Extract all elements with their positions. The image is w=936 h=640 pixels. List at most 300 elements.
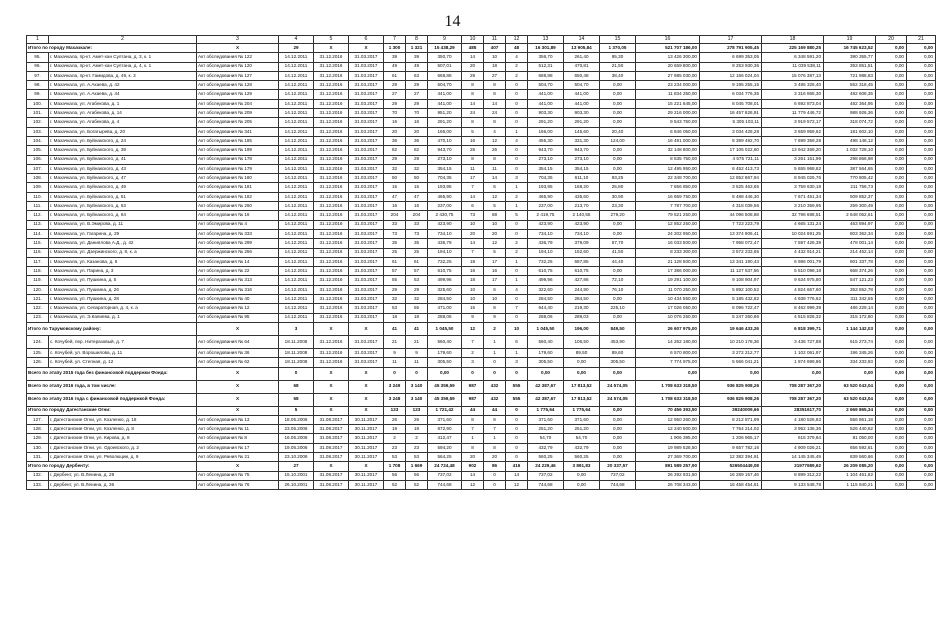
act-cell: Акт обследования № 179 — [197, 164, 279, 173]
address-cell: г. Дагестанские Огни, ул. Кирова, д. 8 — [49, 434, 197, 443]
table-cell: 31.03.2017 — [349, 248, 384, 257]
table-cell: 273,10 — [564, 155, 600, 164]
table-row — [27, 62, 936, 71]
table-cell: 1 906 395,00 — [636, 434, 700, 443]
table-row — [27, 257, 936, 266]
header-cell: 17 — [700, 36, 762, 44]
table-cell: 0,00 — [876, 211, 907, 220]
table-cell: 179,60 — [428, 348, 462, 357]
table-cell: 432 — [484, 380, 506, 393]
address-cell: г. Дагестанские Огни, ул. Козленко, д. 18 — [49, 415, 197, 424]
table-cell: 23 — [384, 443, 406, 452]
address-cell: с. Кочубей, ул. Степная, д. 12 — [49, 358, 197, 367]
table-cell: 0,00 — [907, 276, 936, 285]
table-cell: 0 — [506, 415, 528, 424]
table-cell: 509 852,37 — [824, 192, 876, 201]
table-cell: 31.03.2017 — [349, 90, 384, 99]
table-cell: 47 — [384, 192, 406, 201]
table-cell: 14 — [462, 239, 484, 248]
table-cell: 49 — [406, 62, 428, 71]
table-cell: 168,20 — [564, 183, 600, 192]
table-cell: 4 — [484, 127, 506, 136]
table-cell: 441,00 — [564, 99, 600, 108]
table-cell: 0 — [279, 367, 314, 380]
table-cell: 987 — [462, 393, 484, 406]
table-cell: 8 399 492,70 — [700, 136, 762, 145]
table-cell: X — [314, 393, 349, 406]
table-cell: 499,96 — [528, 276, 564, 285]
table-cell: 15 221 645,00 — [636, 99, 700, 108]
table-cell: 744,68 — [528, 480, 564, 489]
table-cell: 943,70 — [564, 146, 600, 155]
table-cell: 16 — [384, 118, 406, 127]
table-cell: 44 — [484, 406, 506, 415]
table-cell: 988 926,36 — [824, 109, 876, 118]
table-cell: 29 — [406, 81, 428, 90]
table-cell: 0 — [506, 406, 528, 415]
table-cell: 14 — [506, 471, 528, 480]
table-cell: 23 — [406, 443, 428, 452]
table-cell: 1 — [484, 335, 506, 348]
table-cell: 465,90 — [428, 192, 462, 201]
table-cell: 7 656 850,00 — [636, 183, 700, 192]
table-cell: 7 — [462, 425, 484, 434]
table-cell: 122. — [27, 304, 49, 313]
table-cell: 10 — [462, 220, 484, 229]
table-cell: 0,00 — [876, 99, 907, 108]
table-cell: 0,00 — [600, 146, 636, 155]
table-cell: 261,40 — [564, 53, 600, 62]
table-cell: 16.05.2006 — [279, 434, 314, 443]
table-cell: 0 — [484, 358, 506, 367]
table-cell: 13 341 190,43 — [700, 257, 762, 266]
table-cell: 24 574,05 — [600, 393, 636, 406]
header-cell: 4 — [279, 36, 314, 44]
table-cell: 31.08.2017 — [314, 434, 349, 443]
address-cell: г. Махачкала, ул. А.Акаева, д. 42 — [49, 81, 197, 90]
table-cell: 0,00 — [907, 358, 936, 367]
table-cell: 31.03.2017 — [349, 109, 384, 118]
table-cell: 3 140 — [406, 380, 428, 393]
table-cell: 31.12.2016 — [314, 295, 349, 304]
table-cell: 10 076 250,00 — [636, 313, 700, 322]
table-cell: 14.12.2011 — [279, 164, 314, 173]
table-cell: 194,10 — [528, 248, 564, 257]
table-cell: 732,25 — [428, 257, 462, 266]
table-cell: 81 050,00 — [824, 434, 876, 443]
table-cell: 560,40 — [428, 335, 462, 348]
table-cell: 0,00 — [876, 434, 907, 443]
header-cell: 21 — [907, 36, 936, 44]
table-cell: 126. — [27, 358, 49, 367]
table-cell: 0,00 — [600, 220, 636, 229]
table-cell: 12 — [462, 480, 484, 489]
table-cell: 3 — [506, 358, 528, 367]
table-cell: 0,00 — [876, 367, 907, 380]
table-cell: 31.12.2016 — [314, 99, 349, 108]
table-cell: 0,00 — [907, 109, 936, 118]
table-cell: 0,00 — [876, 380, 907, 393]
table-row — [27, 109, 936, 118]
act-cell: Акт обследования № 256 — [197, 248, 279, 257]
act-cell: Акт обследования № 76 — [197, 480, 279, 489]
act-cell: Акт обследования № 36 — [197, 348, 279, 357]
table-cell: 0,00 — [876, 393, 907, 406]
table-cell: 2 — [462, 348, 484, 357]
table-cell: 499,96 — [428, 276, 462, 285]
table-cell: 14.12.2011 — [279, 183, 314, 192]
table-cell: 371,60 — [564, 415, 600, 424]
table-cell: 9 195 255,15 — [700, 81, 762, 90]
table-cell: 44 — [462, 406, 484, 415]
subtotal-row — [27, 44, 936, 53]
table-cell: 305,50 — [428, 358, 462, 367]
table-cell: 31.03.2017 — [349, 220, 384, 229]
table-cell: 133. — [27, 480, 49, 489]
table-cell: 31.03.2017 — [349, 295, 384, 304]
table-cell: 0,00 — [876, 304, 907, 313]
table-cell: 427,86 — [564, 276, 600, 285]
table-cell: 0,00 — [876, 90, 907, 99]
table-row — [27, 348, 936, 357]
table-cell: 4 180 526,83 — [762, 415, 824, 424]
table-cell: 552 318,45 — [824, 81, 876, 90]
table-row — [27, 434, 936, 443]
table-cell: 96. — [27, 62, 49, 71]
table-cell: 8 — [484, 81, 506, 90]
table-cell: 11 039 538,11 — [762, 62, 824, 71]
table-cell: 32 — [384, 164, 406, 173]
table-cell: 3 525 463,65 — [700, 183, 762, 192]
table-cell: 2 419,75 — [528, 211, 564, 220]
table-cell: 0 — [484, 367, 506, 380]
table-cell: 0,00 — [876, 183, 907, 192]
address-cell: г. Махачкала, ул. Пушкина, д. 26 — [49, 285, 197, 294]
address-cell: г. Махачкала, ул. А.Акаева, д. 44 — [49, 90, 197, 99]
table-cell: 32 — [406, 164, 428, 173]
table-cell: 44,40 — [600, 257, 636, 266]
table-cell: 615 379,84 — [762, 434, 824, 443]
table-cell: 7 671 451,34 — [762, 192, 824, 201]
table-cell: 0 — [506, 452, 528, 461]
table-cell: 26 292 931,50 — [636, 471, 700, 480]
act-cell: Акт обследования № 122 — [197, 53, 279, 62]
table-cell: 305,50 — [528, 358, 564, 367]
table-cell: 1 775,64 — [564, 406, 600, 415]
table-cell: 849,50 — [600, 322, 636, 335]
table-cell: 14.12.2011 — [279, 118, 314, 127]
table-cell: 29 — [462, 71, 484, 80]
table-cell: 353 851,51 — [824, 62, 876, 71]
table-row — [27, 285, 936, 294]
table-cell: 6 570 800,00 — [636, 348, 700, 357]
table-cell: 5 566 041,21 — [700, 358, 762, 367]
table-cell: 70 456 393,50 — [636, 406, 700, 415]
table-cell: 0 — [506, 99, 528, 108]
table-cell: 95. — [27, 53, 49, 62]
table-cell: 31.03.2017 — [349, 239, 384, 248]
table-cell: 2 648 052,61 — [824, 211, 876, 220]
table-cell: 3 572 233,65 — [700, 248, 762, 257]
table-cell: 31977689,62 — [762, 462, 824, 471]
table-cell: 4 — [506, 285, 528, 294]
table-cell: 6 348 591,20 — [762, 53, 824, 62]
table-cell: 3 249 — [384, 380, 406, 393]
header-cell: 12 — [506, 36, 528, 44]
table-cell: 57 — [406, 267, 428, 276]
table-cell: 47 — [406, 192, 428, 201]
table-cell: 10 210 178,36 — [700, 335, 762, 348]
table-cell: 19 — [384, 425, 406, 434]
table-cell: 3 140 — [406, 393, 428, 406]
table-cell: 31.12.2016 — [314, 276, 349, 285]
table-cell: 0 — [506, 118, 528, 127]
table-cell: 322,60 — [528, 285, 564, 294]
table-cell: 0,00 — [907, 183, 936, 192]
table-cell: 1 — [506, 257, 528, 266]
table-cell: 0 — [506, 109, 528, 118]
table-cell: 18.05.2006 — [279, 415, 314, 424]
table-cell: 279,20 — [600, 211, 636, 220]
table-cell: 14 — [462, 471, 484, 480]
table-cell: 14.12.2011 — [279, 90, 314, 99]
table-cell: X — [197, 44, 279, 53]
table-row — [27, 295, 936, 304]
header-cell: 2 — [49, 36, 197, 44]
table-cell: 31.12.2016 — [314, 248, 349, 257]
table-cell: 9 — [484, 313, 506, 322]
header-cell: 8 — [406, 36, 428, 44]
table-cell: 650,48 — [564, 71, 600, 80]
table-cell: 14.12.2011 — [279, 248, 314, 257]
table-cell: 127. — [27, 415, 49, 424]
table-cell: 1 045,50 — [428, 322, 462, 335]
table-cell: 14.12.2011 — [279, 81, 314, 90]
table-cell: 0 — [506, 81, 528, 90]
address-cell: г. Дагестанские Огни, ул. Одоевского, д. 2 — [49, 443, 197, 452]
table-cell: 5 305 103,11 — [700, 118, 762, 127]
table-cell: 0,00 — [907, 452, 936, 461]
table-cell: 0,00 — [907, 53, 936, 62]
table-cell: 0,00 — [600, 295, 636, 304]
table-cell: 33 — [384, 220, 406, 229]
table-cell: 0 — [462, 367, 484, 380]
table-row — [27, 174, 936, 183]
table-cell: 331,30 — [564, 136, 600, 145]
address-cell: г. Махачкала, ул. Даниялова А.Д., д. 42 — [49, 239, 197, 248]
table-cell: 305,50 — [600, 358, 636, 367]
table-cell: 95,30 — [600, 53, 636, 62]
act-cell: Акт обследования № 17 — [197, 443, 279, 452]
table-cell: 29 — [406, 155, 428, 164]
table-cell: 288,06 — [428, 313, 462, 322]
table-cell: 54,70 — [564, 434, 600, 443]
table-cell: 213,70 — [564, 202, 600, 211]
page-number: 14 — [444, 13, 461, 30]
table-cell: 225 169 880,25 — [762, 44, 824, 53]
table-cell: 504,70 — [564, 81, 600, 90]
act-cell: Акт обследования № 185 — [197, 136, 279, 145]
table-cell: 31.12.2016 — [314, 174, 349, 183]
table-cell: 41,50 — [600, 248, 636, 257]
table-cell: 16 — [406, 118, 428, 127]
table-cell: 31.08.2017 — [314, 425, 349, 434]
table-cell: X — [349, 393, 384, 406]
act-cell: Акт обследования № 12 — [197, 304, 279, 313]
table-cell: 1 032 728,10 — [824, 146, 876, 155]
table-cell: 52 — [384, 480, 406, 489]
table-cell: 16 745 623,52 — [824, 44, 876, 53]
table-cell: 31.12.2016 — [314, 146, 349, 155]
table-cell: X — [349, 462, 384, 471]
address-cell: г. Махачкала, ул. Сепараторная, д. 4, к. а — [49, 304, 197, 313]
table-row — [27, 480, 936, 489]
table-cell: 9 — [462, 313, 484, 322]
table-cell: X — [349, 322, 384, 335]
table-cell: 31.12.2016 — [314, 81, 349, 90]
table-row — [27, 239, 936, 248]
table-cell: 20 — [462, 452, 484, 461]
table-cell: 0,00 — [876, 248, 907, 257]
table-cell: 50 — [384, 174, 406, 183]
table-cell: 31.12.2016 — [314, 358, 349, 367]
table-cell: 12 852 867,94 — [700, 174, 762, 183]
table-cell: 0,00 — [907, 335, 936, 348]
table-cell: 416 — [506, 462, 528, 471]
subtotal-row — [27, 406, 936, 415]
table-cell: 98. — [27, 81, 49, 90]
table-cell: 50 — [406, 174, 428, 183]
table-row — [27, 471, 936, 480]
address-cell: г. Дербент, ул. В.Ленина, д. 28 — [49, 471, 197, 480]
table-cell: 1 104 461,82 — [824, 471, 876, 480]
table-cell: 5 — [484, 202, 506, 211]
table-cell: 44 096 508,88 — [700, 211, 762, 220]
table-cell: 0,00 — [564, 367, 600, 380]
table-cell: 8 945 026,76 — [762, 174, 824, 183]
table-cell: 354,15 — [428, 164, 462, 173]
table-cell: 11 — [406, 358, 428, 367]
table-cell: 204 — [406, 211, 428, 220]
table-cell: 0,00 — [907, 443, 936, 452]
table-cell: 4 432 914,21 — [762, 248, 824, 257]
table-cell: 110. — [27, 192, 49, 201]
act-cell: Акт обследования № 209 — [197, 109, 279, 118]
table-cell: 12 — [462, 322, 484, 335]
table-cell: 31.03.2017 — [349, 358, 384, 367]
act-cell: Акт обследования № 182 — [197, 192, 279, 201]
table-cell: 5 510 098,18 — [762, 267, 824, 276]
table-cell: 3 — [506, 174, 528, 183]
table-cell: 237,00 — [428, 202, 462, 211]
table-row — [27, 127, 936, 136]
header-cell: 10 — [462, 36, 484, 44]
table-cell: 225,10 — [600, 304, 636, 313]
table-cell: 16 — [406, 202, 428, 211]
table-cell: 379,09 — [564, 239, 600, 248]
table-row — [27, 248, 936, 257]
table-cell: 0,00 — [907, 44, 936, 53]
table-cell: 14.12.2011 — [279, 220, 314, 229]
table-cell: 441,00 — [528, 99, 564, 108]
table-cell: 26 708 343,00 — [636, 480, 700, 489]
table-cell: 19 — [406, 425, 428, 434]
table-cell: 237,00 — [528, 202, 564, 211]
table-cell: 5 — [484, 248, 506, 257]
table-cell: 41 — [384, 322, 406, 335]
table-cell: 1 — [484, 348, 506, 357]
table-cell: 30.11.2017 — [349, 434, 384, 443]
table-cell: 891 589 257,90 — [636, 462, 700, 471]
table-cell: 117. — [27, 257, 49, 266]
table-cell: 214 452,14 — [824, 248, 876, 257]
table-cell: 16 — [462, 267, 484, 276]
table-cell: 354,15 — [528, 164, 564, 173]
table-cell: 902 — [462, 462, 484, 471]
table-cell: 482 608,35 — [824, 90, 876, 99]
table-cell: 119. — [27, 276, 49, 285]
table-cell: 0,00 — [876, 239, 907, 248]
table-cell: 353 552,78 — [824, 285, 876, 294]
act-cell: Акт обследования № 95 — [197, 313, 279, 322]
table-cell: 6 — [484, 285, 506, 294]
table-cell: 4 909 026,21 — [762, 443, 824, 452]
table-cell: 0,00 — [907, 425, 936, 434]
table-cell: 18 — [484, 62, 506, 71]
table-cell: 31.03.2017 — [349, 155, 384, 164]
table-cell: 10 — [506, 322, 528, 335]
table-cell: 14 — [462, 99, 484, 108]
table-cell: 10 — [462, 285, 484, 294]
act-cell: Акт обследования № 21 — [197, 452, 279, 461]
table-cell: X — [197, 367, 279, 380]
table-cell: 486 229,14 — [824, 304, 876, 313]
table-cell: 39 — [406, 53, 428, 62]
table-cell: 31.12.2016 — [314, 109, 349, 118]
table-cell: 325,60 — [428, 285, 462, 294]
table-cell: 8 — [484, 304, 506, 313]
table-cell: 31.12.2016 — [314, 239, 349, 248]
table-cell: 7 958 072,47 — [700, 239, 762, 248]
table-cell: 166,00 — [428, 127, 462, 136]
table-cell: 2 — [506, 71, 528, 80]
table-cell: 105. — [27, 146, 49, 155]
table-cell: 1 669 — [406, 462, 428, 471]
table-cell: 16 491 000,00 — [636, 136, 700, 145]
table-cell: 26 — [406, 415, 428, 424]
table-cell: 45 359,59 — [428, 380, 462, 393]
address-cell: г. Махачкала, ул. Агабекова, д. 4 — [49, 118, 197, 127]
table-cell: 61 — [384, 71, 406, 80]
table-cell: 97. — [27, 71, 49, 80]
table-cell: 1 115 940,21 — [824, 480, 876, 489]
table-cell: 3 — [279, 322, 314, 335]
act-cell: Акт обследования № 8 — [197, 434, 279, 443]
table-cell: 423,90 — [428, 220, 462, 229]
table-cell: 708 287 367,20 — [762, 393, 824, 406]
table-cell: 521 707 186,00 — [636, 44, 700, 53]
table-cell: 107. — [27, 164, 49, 173]
address-cell: г. Махачкала, ул. Буйнакского, д. 49 — [49, 183, 197, 192]
table-cell: 0,00 — [876, 425, 907, 434]
address-cell: г. Махачкала, ул. В.Эмирова, д. 11 — [49, 220, 197, 229]
table-cell: 18 — [384, 313, 406, 322]
table-cell: 412,47 — [428, 434, 462, 443]
header-cell: 5 — [314, 36, 349, 44]
table-cell: 31.12.2016 — [314, 304, 349, 313]
table-cell: 0,00 — [600, 367, 636, 380]
table-cell: 52 — [406, 480, 428, 489]
